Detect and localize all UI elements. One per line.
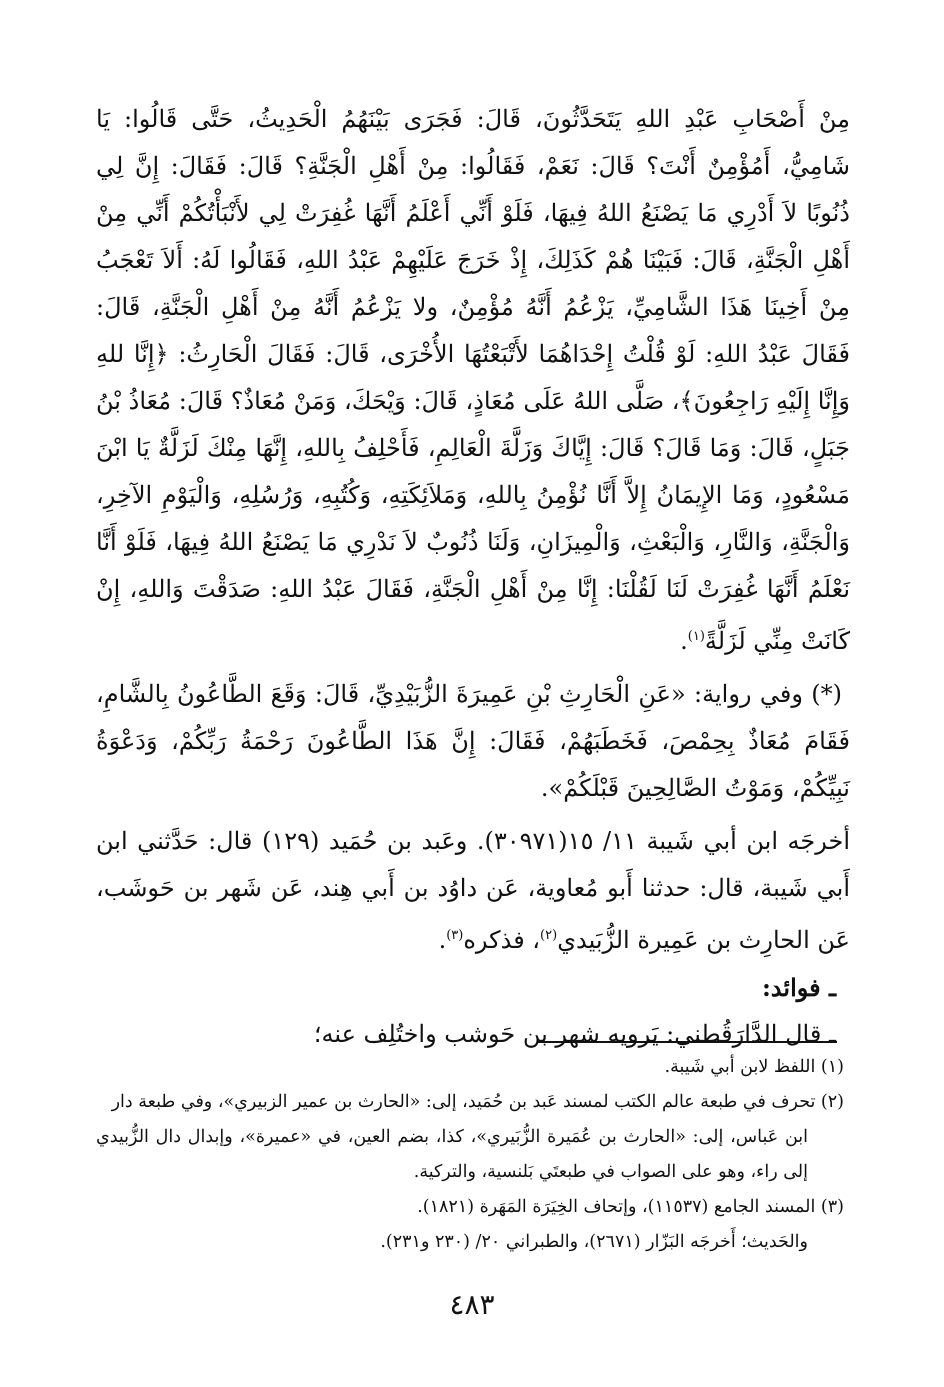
footnote-3-continued: والحَديث؛ أَخرجَه البَزّار (٢٦٧١)، والطبراني ٢٠/ (٢٣٠ و٢٣١). [380, 1232, 808, 1252]
hadith-text: مِنْ أَصْحَابِ عَبْدِ اللهِ يَتَحَدَّثُونَ، قَالَ: فَجَرَى بَيْنَهُمُ الْحَدِيثُ، حَتَّى قَالُوا: يَا شَامِيُّ، أَمُؤْمِنٌ أَنْتَ؟ قَالَ: نَعَمْ، فَقَالُوا: مِنْ أَهْلِ الْجَنَّةِ؟ قَالَ: فَقَالَ: إِنَّ لِي ذُنُوبًا لاَ أَدْرِي مَا يَصْنَعُ اللهُ فِيهَا، فَلَوْ أَنِّي أَعْلَمُ أَنَّهَا غُفِرَتْ لِي لأَنْبَأْتُكُمْ أَنِّي مِنْ أَهْلِ الْجَنَّةِ، قَالَ: فَبَيْنَا هُمْ كَذَلِكَ، إِذْ خَرَجَ عَلَيْهِمْ عَبْدُ اللهِ، فَقَالُوا لَهُ: أَلاَ تَعْجَبُ مِنْ أَخِينَا هَذَا الشَّامِيِّ، يَزْعُمُ أَنَّهُ مُؤْمِنٌ، ولا يَزْعُمُ أَنَّهُ مِنْ أَهْلِ الْجَنَّةِ، قَالَ: فَقَالَ عَبْدُ اللهِ: لَوْ قُلْتُ إِحْدَاهُمَا لأَتْبَعْتُهَا الأُخْرَى، قَالَ: فَقَالَ الْحَارِثُ: ﴿إِنَّا للهِ وَإِنَّا إِلَيْهِ رَاجِعُونَ﴾، صَلَّى اللهُ عَلَى مُعَاذٍ، قَالَ: وَيْحَكَ، وَمَنْ مُعَاذٌ؟ قَالَ: مُعَاذُ بْنُ جَبَلٍ، قَالَ: وَمَا قَالَ؟ قَالَ: إِيَّاكَ وَزَلَّةَ الْعَالِمِ، فَأَحْلِفُ بِاللهِ، إِنَّهَا مِنْكَ لَزَلَّةٌ يَا ابْنَ مَسْعُودٍ، وَمَا الإِيمَانُ إِلاَّ أَنَّا نُؤْمِنُ بِاللهِ، وَمَلاَئِكَتِهِ، وَكُتُبِهِ، وَرُسُلِهِ، وَالْيَوْمِ الآخِرِ، وَالْجَنَّةِ، وَالنَّارِ، وَالْبَعْثِ، وَالْمِيزَانِ، وَلَنَا ذُنُوبٌ لاَ نَدْرِي مَا يَصْنَعُ اللهُ فِيهَا، فَلَوْ أَنَّا نَعْلَمُ أَنَّهَا غُفِرَتْ لَنَا لَقُلْنَا: إِنَّا مِنْ أَهْلِ الْجَنَّةِ، فَقَالَ عَبْدُ اللهِ: صَدَقْتَ وَاللهِ، إِنْ كَانَتْ مِنِّي لَزَلَّةً [96, 105, 850, 655]
page-number: ٤٨٣ [449, 1288, 495, 1321]
takhrij-text-a: أخرجَه ابن أبي شَيبة ١١/ ١٥(٣٠٩٧١). وعَبد بن حُمَيد (١٢٩) قال: حَدَّثني ابن أَبي شَيبة، قال: حدثنا أَبو مُعاوية، عَن داوُد بن أَبي هِند، عَن شَهر بن حَوشَب، عَن الحارِث بن عَمِيرة الزُّبَيدي [96, 827, 850, 954]
footnote-ref-2: (٢) [540, 928, 558, 943]
takhrij-text-b: ، فذكره [463, 926, 541, 954]
footnote-ref-1: (١) [687, 629, 705, 644]
hadith-paragraph [96, 96, 850, 665]
footnote-3: (٣) المسند الجامع (١١٥٣٧)، وإتحاف الخِيَرَة المَهَرة (١٨٢١). [417, 1197, 844, 1217]
footnote-2: (٢) تحرف في طبعة عالم الكتب لمسند عَبد بن حُمَيد، إلى: «الحارث بن عمير الزبيري»، وفي طبعة دار [111, 1092, 844, 1112]
footnote-1: (١) اللفظ لابن أبي شَيبة. [664, 1057, 844, 1077]
footnote-2-continued: ابن عَباس، إلى: «الحارث بن عُمَيرة الزُّبَيري»، كذا، بضم العين، في «عميرة»، وإبدال دال الزُّبيدي إلى راء، وهو على الصواب في طبعتَي بَلنسية، والتركية. [96, 1127, 808, 1182]
hadith-end: . [680, 627, 688, 655]
takhrij-paragraph [96, 818, 850, 964]
main-text [96, 96, 850, 1058]
fawaid-line: ـ قال الدَّارَقُطني: يَرويه شهر بن حَوشب واختُلِف عنه؛ [313, 1020, 836, 1048]
footnote-ref-3: (٣) [446, 928, 464, 943]
takhrij-end: . [438, 926, 447, 954]
footnote-divider [537, 1041, 837, 1043]
footnotes [96, 1050, 844, 1260]
fawaid-heading: ـ فوائد: [761, 973, 836, 1002]
riwaya-paragraph: (*) وفي رواية: «عَنِ الْحَارِثِ بْنِ عَمِيرَةَ الزُّبَيْدِيِّ، قَالَ: وَقَعَ الطَّاعُونُ بِالشَّامِ، فَقَامَ مُعَاذٌ بِحِمْصَ، فَخَطَبَهُمْ، فَقَالَ: إِنَّ هَذَا الطَّاعُونَ رَحْمَةُ رَبِّكُمْ، وَدَعْوَةُ نَبِيِّكُمْ، وَمَوْتُ الصَّالِحِينَ قَبْلَكُمْ». [96, 680, 850, 802]
